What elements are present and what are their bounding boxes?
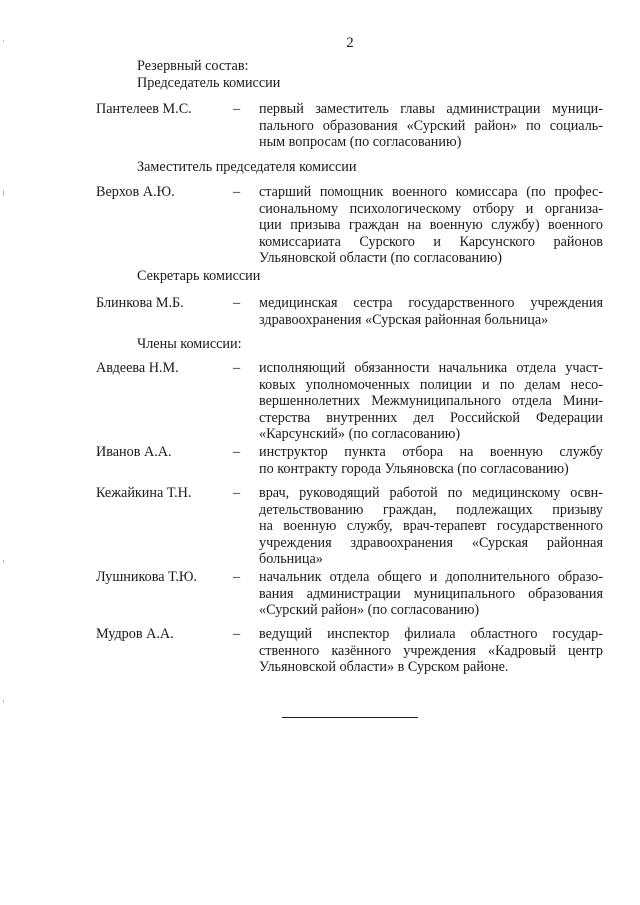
desc-line: детельствованию граждан, подлежащих призыву (259, 501, 603, 518)
desc-line: первый заместитель главы администрации муници- (259, 101, 603, 117)
desc-line: «Карсунский» (по согласованию) (259, 426, 461, 443)
desc-line: комиссариата Сурского и Карсунского районов (259, 233, 603, 250)
page-number: 2 (346, 35, 354, 51)
desc-line: ковых уполномоченных полиции и по делам несо- (259, 376, 603, 393)
desc-line: старший помощник военного комиссара (по профес- (259, 184, 603, 200)
desc-line: медицинская сестра государственного учреждения (259, 295, 603, 311)
desc-line: ции призыва граждан на военную службу) военного (259, 217, 603, 234)
desc-line: ственного казённого учреждения «Кадровый центр (259, 642, 603, 659)
desc-line: врач, руководящий работой по медицинскому освн- (259, 485, 603, 501)
heading-deputy: Заместитель председателя комиссии (137, 159, 357, 175)
entry-description (259, 485, 603, 568)
desc-line: вания администрации муниципального образования (259, 585, 603, 602)
desc-line: ным вопросам (по согласованию) (259, 134, 462, 151)
scan-mark (3, 560, 4, 563)
entry-dash: – (233, 184, 241, 200)
entry-name: Блинкова М.Б. (96, 295, 184, 311)
desc-line: по контракту города Ульяновска (по согласованию) (259, 460, 569, 477)
entry-name: Пантелеев М.С. (96, 101, 192, 117)
entry-description (259, 444, 603, 477)
entry-name: Мудров А.А. (96, 626, 174, 642)
scan-mark (3, 700, 4, 703)
entry-description (259, 360, 603, 443)
desc-line: пального образования «Сурский район» по социаль- (259, 117, 603, 134)
desc-line: исполняющий обязанности начальника отдела участ- (259, 360, 603, 376)
scan-mark (3, 190, 4, 196)
entry-dash: – (233, 101, 241, 117)
desc-line: начальник отдела общего и дополнительного образо- (259, 569, 603, 585)
entry-name: Авдеева Н.М. (96, 360, 179, 376)
desc-line: вершеннолетних Межмуниципального отдела Мини- (259, 393, 603, 410)
entry-dash: – (233, 360, 241, 376)
entry-description (259, 184, 603, 267)
desc-line: ведущий инспектор филиала областного государ- (259, 626, 603, 642)
desc-line: учреждения здравоохранения «Сурская районная (259, 534, 603, 551)
desc-line: «Сурский район» (по согласованию) (259, 602, 480, 619)
desc-line: Ульяновской области (по согласованию) (259, 250, 503, 267)
entry-dash: – (233, 295, 241, 311)
desc-line: больница» (259, 551, 323, 568)
entry-dash: – (233, 626, 241, 642)
entry-name: Иванов А.А. (96, 444, 172, 460)
entry-name: Кежайкина Т.Н. (96, 485, 192, 501)
desc-line: Ульяновской области» в Сурском районе. (259, 659, 509, 676)
entry-dash: – (233, 485, 241, 501)
entry-description (259, 295, 603, 328)
scan-mark (3, 40, 4, 42)
heading-reserve: Резервный состав: (137, 58, 249, 74)
desc-line: стерства внутренних дел Российской Федерации (259, 409, 603, 426)
heading-members: Члены комиссии: (137, 336, 242, 352)
entry-description (259, 101, 603, 151)
entry-description (259, 569, 603, 619)
entry-name: Лушникова Т.Ю. (96, 569, 198, 585)
heading-secretary: Секретарь комиссии (137, 268, 261, 284)
closing-rule (282, 717, 418, 718)
entry-description (259, 626, 603, 676)
desc-line: на военную службу, врач-терапевт государственного (259, 518, 603, 535)
desc-line: здравоохранения «Сурская районная больница» (259, 311, 549, 328)
entry-dash: – (233, 444, 241, 460)
desc-line: сиональному психологическому отбору и организа- (259, 200, 603, 217)
entry-name: Верхов А.Ю. (96, 184, 175, 200)
heading-chairman: Председатель комиссии (137, 75, 281, 91)
desc-line: инструктор пункта отбора на военную службу (259, 444, 603, 460)
entry-dash: – (233, 569, 241, 585)
